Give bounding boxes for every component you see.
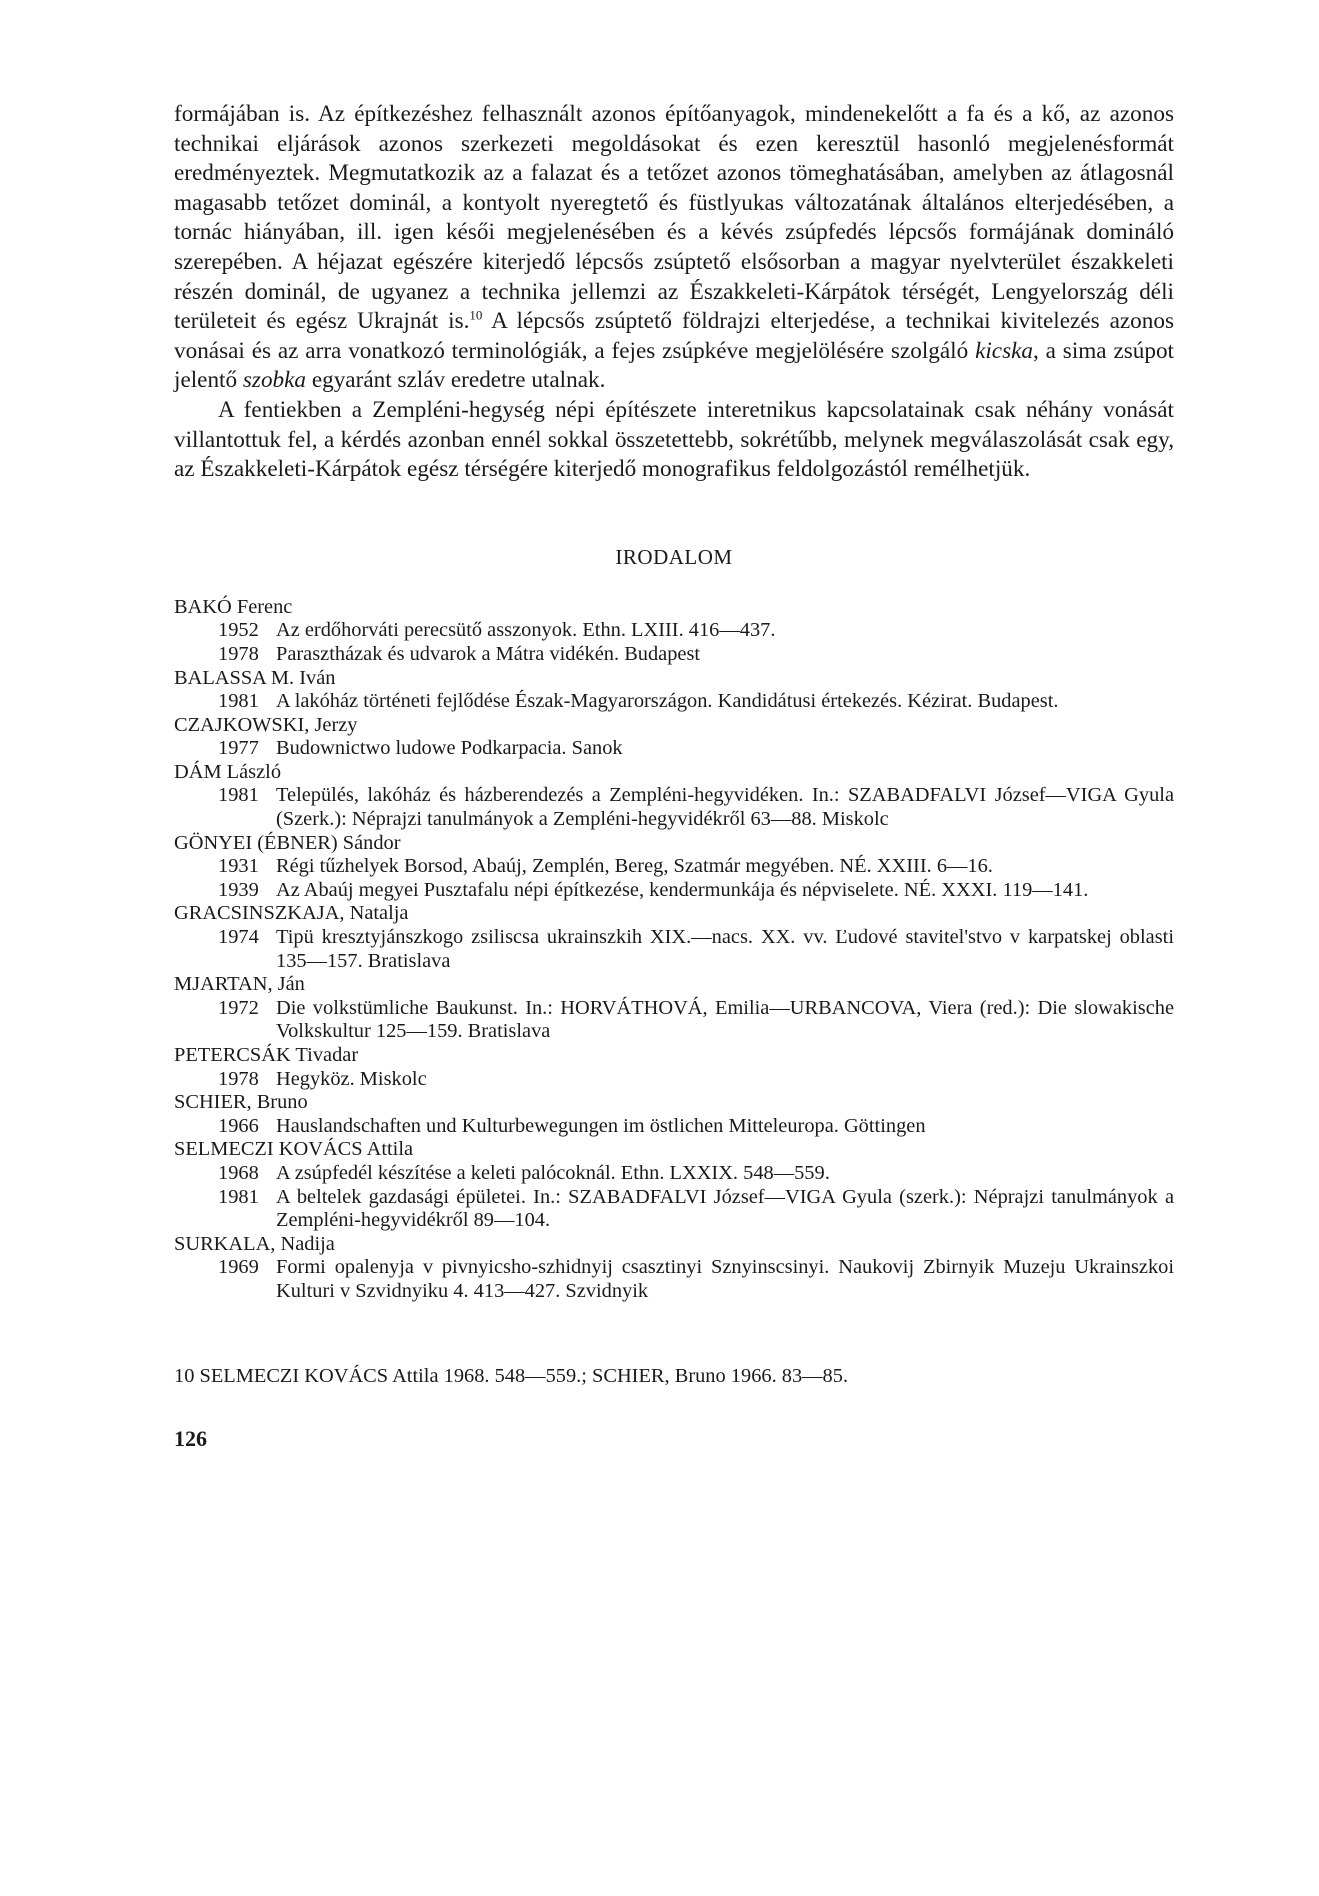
reference-author: DÁM László bbox=[174, 760, 282, 783]
reference-year: 1968 bbox=[218, 1161, 259, 1184]
reference-text: Formi opalenyja v pivnyicsho-szhidnyij csasztinyi Sznyinscsinyi. Naukovij Zbirnyik Muzeju Ukrainszkoi Kulturi v Szvidnyiku 4. 413—427. Szvidnyik bbox=[276, 1256, 1174, 1302]
reference-text: Hegyköz. Miskolc bbox=[276, 1067, 427, 1090]
reference-year: 1981 bbox=[218, 784, 259, 807]
reference-text: Hauslandschaften und Kulturbewegungen im östlichen Mitteleuropa. Göttingen bbox=[276, 1114, 926, 1137]
footnote-marker[interactable]: 10 bbox=[469, 307, 483, 323]
reference-year: 1966 bbox=[218, 1114, 259, 1137]
reference-entry bbox=[174, 1186, 1174, 1233]
reference-year: 1981 bbox=[218, 690, 259, 713]
reference-entry bbox=[174, 619, 1174, 643]
reference-text: Település, lakóház és házberendezés a Zempléni-hegyvidéken. In.: SZABADFALVI József—VIGA Gyula (Szerk.): Néprajzi tanulmányok a Zempléni-hegyvidékről 63—88. Miskolc bbox=[276, 784, 1174, 831]
reference-year: 1981 bbox=[218, 1185, 259, 1208]
paragraph-text: formájában is. Az építkezéshez felhasznált azonos építőanyagok, mindenekelőtt a fa és a kő, az azonos technikai eljárások azonos szerkezeti megoldásokat és ezen keresztül hasonló megjelenésformát eredményeztek. Megmutatkozik az a falazat és a tetőzet azonos tömeghatásában, amelyben az átlagosnál magasabb tetőzet dominál, a kontyolt nyeregtető és füstlyukas változatának általános elterjedésében, a tornác hiányában, ill. igen késői megjelenésében és a kévés zsúpfedés lépcsős formájának domináló szerepében. A héjazat egészére kiterjedő lépcsős zsúptető elsősorban a magyar nyelvterület északkeleti részén dominál, de ugyanez a technika jellemzi az Északkeleti-Kárpátok térségét, Lengyelország déli területeit és egész Ukrajnát is. bbox=[174, 101, 1174, 335]
body-paragraph-1 bbox=[174, 100, 1174, 396]
reference-author: BALASSA M. Iván bbox=[174, 666, 336, 689]
reference-year: 1978 bbox=[218, 1067, 259, 1090]
page-number: 126 bbox=[174, 1425, 207, 1451]
reference-text: Tipü kresztyjánszkogo zsiliscsa ukrainszkih XIX.—nacs. XX. vv. Ľudové stavitel'stvo v karpatskej oblasti 135—157. Bratislava bbox=[276, 926, 1174, 972]
reference-text: Régi tűzhelyek Borsod, Abaúj, Zemplén, Bereg, Szatmár megyében. NÉ. XXIII. 6—16. bbox=[276, 855, 993, 878]
reference-year: 1974 bbox=[218, 926, 259, 949]
reference-text: A beltelek gazdasági épületei. In.: SZABADFALVI József—VIGA Gyula (szerk.): Néprajzi tanulmányok a Zempléni-hegyvidékről 89—104. bbox=[276, 1185, 1174, 1232]
reference-entry bbox=[174, 643, 1174, 667]
reference-author: GÖNYEI (ÉBNER) Sándor bbox=[174, 831, 401, 854]
paragraph-text: egyaránt szláv eredetre utalnak. bbox=[306, 367, 606, 394]
reference-text: Parasztházak és udvarok a Mátra vidékén. Budapest bbox=[276, 642, 701, 665]
reference-author: BAKÓ Ferenc bbox=[174, 595, 293, 618]
reference-entry bbox=[174, 1068, 1174, 1092]
reference-text: A zsúpfedél készítése a keleti palócoknál. Ethn. LXXIX. 548—559. bbox=[276, 1161, 830, 1184]
reference-author: SURKALA, Nadija bbox=[174, 1232, 335, 1255]
reference-year: 1972 bbox=[218, 996, 259, 1019]
italic-term: szobka bbox=[242, 367, 307, 394]
reference-year: 1931 bbox=[218, 855, 259, 878]
body-paragraph-2: A fentiekben a Zempléni-hegység népi építészete interetnikus kapcsolatainak csak néhány vonását villantottuk fel, a kérdés azonban ennél sokkal összetettebb, sokrétűbb, melynek megválaszolását csak egy, az Északkeleti-Kárpátok egész térségére kiterjedő monografikus feldolgozástól remélhetjük. bbox=[174, 396, 1174, 483]
footnote: 10 SELMECZI KOVÁCS Attila 1968. 548—559.; SCHIER, Bruno 1966. 83—85. bbox=[174, 1364, 849, 1387]
reference-year: 1969 bbox=[218, 1256, 259, 1279]
reference-year: 1978 bbox=[218, 642, 259, 665]
section-heading: IRODALOM bbox=[615, 544, 733, 569]
paragraph-text: A lépcsős zsúptető földrajzi elterjedése, a technikai kivitelezés azonos vonásai és az arra vonatkozó terminológiák, a fejes zsúpkéve megjelölésére szolgáló bbox=[174, 308, 1174, 364]
page bbox=[174, 100, 1174, 1452]
reference-entry bbox=[174, 690, 1174, 714]
reference-entry bbox=[174, 1162, 1174, 1186]
reference-author: GRACSINSZKAJA, Natalja bbox=[174, 902, 409, 925]
reference-text: A lakóház történeti fejlődése Észak-Magyarországon. Kandidátusi értekezés. Kézirat. Budapest. bbox=[276, 690, 1059, 713]
reference-entry bbox=[174, 855, 1174, 879]
reference-entry bbox=[174, 997, 1174, 1044]
reference-author: CZAJKOWSKI, Jerzy bbox=[174, 713, 358, 736]
italic-term: kicska bbox=[975, 337, 1033, 364]
reference-year: 1952 bbox=[218, 619, 259, 642]
reference-text: Az erdőhorváti perecsütő asszonyok. Ethn. LXIII. 416—437. bbox=[276, 619, 776, 642]
reference-author: SCHIER, Bruno bbox=[174, 1091, 308, 1114]
reference-entry bbox=[174, 784, 1174, 831]
reference-list bbox=[174, 596, 1174, 1304]
reference-entry bbox=[174, 737, 1174, 761]
reference-entry bbox=[174, 1115, 1174, 1139]
reference-entry bbox=[174, 879, 1174, 903]
reference-author: SELMECZI KOVÁCS Attila bbox=[174, 1138, 414, 1161]
reference-author: PETERCSÁK Tivadar bbox=[174, 1044, 359, 1066]
reference-year: 1977 bbox=[218, 737, 259, 760]
reference-entry bbox=[174, 1256, 1174, 1303]
reference-year: 1939 bbox=[218, 878, 259, 901]
reference-text: Az Abaúj megyei Pusztafalu népi építkezése, kendermunkája és népviselete. NÉ. XXXI. 119—141. bbox=[276, 878, 1089, 901]
reference-text: Die volkstümliche Baukunst. In.: HORVÁTHOVÁ, Emilia—URBANCOVA, Viera (red.): Die slowakische Volkskultur 125—159. Bratislava bbox=[276, 996, 1174, 1043]
reference-entry bbox=[174, 926, 1174, 973]
paragraph-text: , a sima zsúpot jelentő bbox=[174, 337, 1175, 394]
reference-text: Budownictwo ludowe Podkarpacia. Sanok bbox=[276, 737, 623, 760]
reference-author: MJARTAN, Ján bbox=[174, 973, 305, 996]
